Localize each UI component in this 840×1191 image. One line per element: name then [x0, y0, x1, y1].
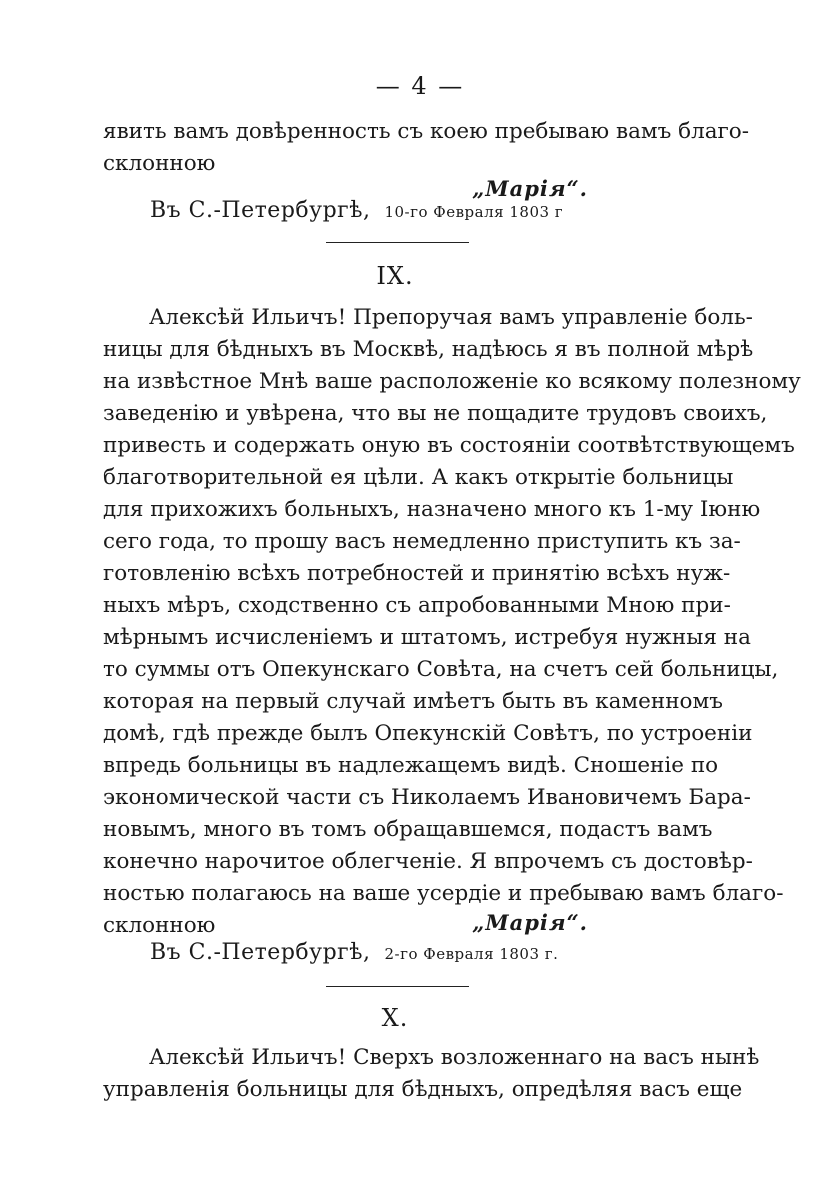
text-line: Алексѣй Ильичъ! Препоручая вамъ управленіе боль- [149, 305, 753, 330]
text-line: склонною [103, 151, 216, 176]
section-divider [326, 242, 469, 243]
text-line: готовленію всѣхъ потребностей и принятію всѣхъ нуж- [103, 561, 731, 586]
text-line: ницы для бѣдныхъ въ Москвѣ, надѣюсь я въ полной мѣрѣ [103, 337, 754, 362]
text-line: впредь больницы въ надлежащемъ видѣ. Сношеніе по [103, 753, 719, 778]
letter-8-body [103, 116, 750, 180]
text-line: для прихожихъ больныхъ, назначено много къ 1-му Іюню [103, 497, 761, 522]
section-number: X. [381, 1004, 409, 1032]
dateline-date: 2-го Февраля 1803 г. [384, 945, 559, 963]
text-line: благотворительной ея цѣли. А какъ открытіе больницы [103, 465, 734, 490]
text-line: ныхъ мѣръ, сходственно съ апробованными Мною при- [103, 593, 731, 618]
text-line: Алексѣй Ильичъ! Сверхъ возложеннаго на васъ нынѣ [149, 1045, 760, 1070]
text-line: на извѣстное Мнѣ ваше расположеніе ко всякому полезному [103, 369, 801, 394]
page-number: — 4 — [375, 72, 465, 100]
text-line: экономической части съ Николаемъ Ивановичемъ Бара- [103, 785, 751, 810]
text-line: которая на первый случай имѣетъ быть въ каменномъ [103, 689, 723, 714]
text-line: конечно нарочитое облегченіе. Я впрочемъ съ достовѣр- [103, 849, 753, 874]
signature: „Марія“. [472, 910, 588, 935]
dateline [150, 198, 563, 223]
text-line: сего года, то прошу васъ немедленно приступить къ за- [103, 529, 741, 554]
text-line: домѣ, гдѣ прежде былъ Опекунскій Совѣтъ, по устроеніи [103, 721, 753, 746]
dateline-place: Въ С.-Петербургѣ, [150, 198, 371, 223]
dateline [150, 940, 558, 965]
text-line: склонною [103, 913, 216, 938]
section-number: IX. [376, 262, 414, 290]
text-line: ностью полагаюсь на ваше усердіе и пребываю вамъ благо- [103, 881, 784, 906]
text-line: то суммы отъ Опекунскаго Совѣта, на счетъ сей больницы, [103, 657, 779, 682]
text-line: мѣрнымъ исчисленіемъ и штатомъ, истребуя нужныя на [103, 625, 751, 650]
text-line: новымъ, много въ томъ обращавшемся, подастъ вамъ [103, 817, 713, 842]
text-line: заведенію и увѣрена, что вы не пощадите трудовъ своихъ, [103, 401, 768, 426]
text-line: привесть и содержать оную въ состояніи соотвѣтствующемъ [103, 433, 795, 458]
dateline-place: Въ С.-Петербургѣ, [150, 940, 371, 965]
text-line: управленія больницы для бѣдныхъ, опредѣляя васъ еще [103, 1077, 743, 1102]
text-line: явить вамъ довѣренность съ коею пребываю вамъ благо- [103, 119, 750, 144]
section-divider [326, 986, 469, 987]
letter-10-body [103, 1042, 760, 1106]
signature: „Марія“. [472, 176, 588, 201]
letter-9-body [103, 302, 801, 942]
dateline-date: 10-го Февраля 1803 г [384, 203, 564, 221]
